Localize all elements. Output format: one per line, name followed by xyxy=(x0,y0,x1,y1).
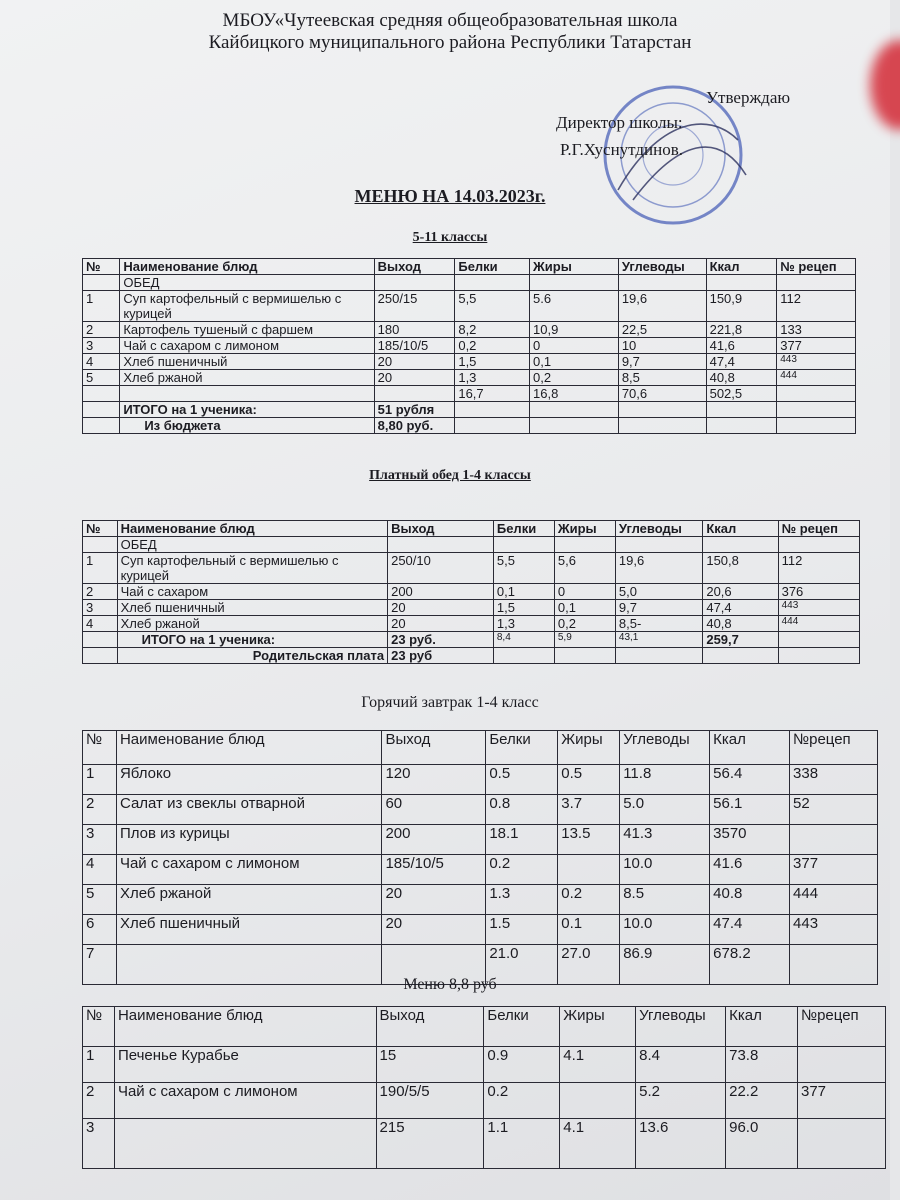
cell xyxy=(558,855,620,885)
cell: Хлеб пшеничный xyxy=(116,915,382,945)
cell: Хлеб ржаной xyxy=(120,370,374,386)
cell: 11.8 xyxy=(620,765,710,795)
cell: Чай с сахаром с лимоном xyxy=(114,1083,376,1119)
col-protein: Белки xyxy=(484,1007,560,1047)
director-name: Р.Г.Хуснутдинов. xyxy=(560,140,683,159)
cell: 0.1 xyxy=(558,915,620,945)
cell: 259,7 xyxy=(703,632,778,648)
cell: 4 xyxy=(83,616,118,632)
cell: 0.2 xyxy=(486,855,558,885)
cell: Картофель тушеный с фаршем xyxy=(120,322,374,338)
cell: 444 xyxy=(777,370,856,386)
col-dish: Наименование блюд xyxy=(114,1007,376,1047)
section-row xyxy=(83,275,856,291)
cell: 185/10/5 xyxy=(382,855,486,885)
cell: 20 xyxy=(374,370,455,386)
table-row xyxy=(83,354,856,370)
parent-fee-value: 23 руб xyxy=(388,648,494,664)
cell: 41,6 xyxy=(706,338,777,354)
cell: 47.4 xyxy=(710,915,790,945)
table-row xyxy=(83,291,856,322)
table-row xyxy=(83,338,856,354)
table-row xyxy=(83,855,878,885)
cell: Суп картофельный с вермишелью с курицей xyxy=(117,553,388,584)
table-header-row xyxy=(83,731,878,765)
col-carbs: Углеводы xyxy=(615,521,702,537)
budget-row xyxy=(83,418,856,434)
cell: 444 xyxy=(790,885,878,915)
cell: 1,3 xyxy=(455,370,530,386)
table-row xyxy=(83,1083,886,1119)
totals-row xyxy=(83,386,856,402)
table3-caption: Горячий завтрак 1-4 класс xyxy=(361,694,539,711)
cell: 20 xyxy=(382,885,486,915)
cell: 0 xyxy=(530,338,619,354)
cell: 18.1 xyxy=(486,825,558,855)
col-dish: Наименование блюд xyxy=(120,259,374,275)
cell: 502,5 xyxy=(706,386,777,402)
cell: 21.0 xyxy=(486,945,558,985)
cell: 19,6 xyxy=(618,291,706,322)
cell: 27.0 xyxy=(558,945,620,985)
cell: 5 xyxy=(83,370,120,386)
cell: 8,4 xyxy=(493,632,554,648)
cell: 8.5 xyxy=(620,885,710,915)
cell: 0,1 xyxy=(530,354,619,370)
cell: 0,2 xyxy=(530,370,619,386)
cell: 215 xyxy=(376,1119,484,1169)
cell: 443 xyxy=(777,354,856,370)
cell: 1,3 xyxy=(493,616,554,632)
cell: 0.5 xyxy=(558,765,620,795)
totals-row xyxy=(83,1119,886,1169)
menu-table-8-8 xyxy=(82,1006,886,1169)
cell: 5,0 xyxy=(615,584,702,600)
cell: 133 xyxy=(777,322,856,338)
col-fat: Жиры xyxy=(560,1007,636,1047)
cell: 2 xyxy=(83,795,117,825)
cell xyxy=(560,1083,636,1119)
cell: 52 xyxy=(790,795,878,825)
cell: 20 xyxy=(374,354,455,370)
cell: 0.9 xyxy=(484,1047,560,1083)
cell: 444 xyxy=(778,616,859,632)
cell: 377 xyxy=(790,855,878,885)
cell: 5,6 xyxy=(554,553,615,584)
menu-table-paid-lunch xyxy=(82,520,860,664)
table4-caption: Меню 8,8 руб xyxy=(403,976,497,993)
col-kcal: Ккал xyxy=(703,521,778,537)
cell: 7 xyxy=(83,945,117,985)
col-dish: Наименование блюд xyxy=(116,731,382,765)
cell: 3 xyxy=(83,825,117,855)
table-header-row xyxy=(83,521,860,537)
cell: 8,5- xyxy=(615,616,702,632)
col-num: № xyxy=(83,259,120,275)
cell: 180 xyxy=(374,322,455,338)
cell: 190/5/5 xyxy=(376,1083,484,1119)
cell: 1.5 xyxy=(486,915,558,945)
col-kcal: Ккал xyxy=(710,731,790,765)
col-recipe: № рецеп xyxy=(777,259,856,275)
cell: Чай с сахаром с лимоном xyxy=(120,338,374,354)
cell: 60 xyxy=(382,795,486,825)
table-row xyxy=(83,616,860,632)
cell: Хлеб пшеничный xyxy=(120,354,374,370)
cell: 376 xyxy=(778,584,859,600)
cell: Хлеб пшеничный xyxy=(117,600,388,616)
cell: 2 xyxy=(83,1083,115,1119)
cell: 9,7 xyxy=(615,600,702,616)
cell: 1 xyxy=(83,291,120,322)
cell: 0.8 xyxy=(486,795,558,825)
cell: 47,4 xyxy=(703,600,778,616)
cell: 43,1 xyxy=(615,632,702,648)
cell: 377 xyxy=(798,1083,886,1119)
cell: 2 xyxy=(83,322,120,338)
cell: 40,8 xyxy=(706,370,777,386)
cell: 22,5 xyxy=(618,322,706,338)
total-label: ИТОГО на 1 ученика: xyxy=(117,632,388,648)
cell: 9,7 xyxy=(618,354,706,370)
table-header-row xyxy=(83,259,856,275)
cell: 1 xyxy=(83,765,117,795)
cell: 3570 xyxy=(710,825,790,855)
cell: 200 xyxy=(382,825,486,855)
cell: 0,1 xyxy=(493,584,554,600)
cell: Суп картофельный с вермишелью с курицей xyxy=(120,291,374,322)
cell: 150,9 xyxy=(706,291,777,322)
table-row xyxy=(83,825,878,855)
cell: 112 xyxy=(778,553,859,584)
menu-table-5-11 xyxy=(82,258,856,434)
cell xyxy=(798,1119,886,1169)
col-carbs: Углеводы xyxy=(636,1007,726,1047)
cell: 250/15 xyxy=(374,291,455,322)
cell xyxy=(798,1047,886,1083)
section-row xyxy=(83,537,860,553)
cell: 338 xyxy=(790,765,878,795)
cell: 0,1 xyxy=(554,600,615,616)
cell: 47,4 xyxy=(706,354,777,370)
director-label: Директор школы: xyxy=(556,113,683,132)
cell: 13.5 xyxy=(558,825,620,855)
col-protein: Белки xyxy=(486,731,558,765)
cell: 185/10/5 xyxy=(374,338,455,354)
cell: 73.8 xyxy=(726,1047,798,1083)
cell: 6 xyxy=(83,915,117,945)
cell: 0,2 xyxy=(554,616,615,632)
cell: 20,6 xyxy=(703,584,778,600)
budget-label: Из бюджета xyxy=(120,418,374,434)
cell: 22.2 xyxy=(726,1083,798,1119)
cell: 86.9 xyxy=(620,945,710,985)
table-row xyxy=(83,915,878,945)
cell: 4.1 xyxy=(560,1119,636,1169)
cell: 5.0 xyxy=(620,795,710,825)
cell: 40,8 xyxy=(703,616,778,632)
cell: Чай с сахаром xyxy=(117,584,388,600)
cell: 56.4 xyxy=(710,765,790,795)
cell: 250/10 xyxy=(388,553,494,584)
total-value: 51 рубля xyxy=(374,402,455,418)
col-recipe: №рецеп xyxy=(798,1007,886,1047)
cell: 2 xyxy=(83,584,118,600)
cell: 4 xyxy=(83,855,117,885)
cell: 41.3 xyxy=(620,825,710,855)
cell: Плов из курицы xyxy=(116,825,382,855)
cell: 8.4 xyxy=(636,1047,726,1083)
table-row xyxy=(83,600,860,616)
cell: 0.5 xyxy=(486,765,558,795)
cell: 13.6 xyxy=(636,1119,726,1169)
cell: 3 xyxy=(83,338,120,354)
cell: 70,6 xyxy=(618,386,706,402)
cell: 19,6 xyxy=(615,553,702,584)
col-num: № xyxy=(83,1007,115,1047)
parent-fee-row xyxy=(83,648,860,664)
col-output: Выход xyxy=(382,731,486,765)
cell: 3.7 xyxy=(558,795,620,825)
cell: 56.1 xyxy=(710,795,790,825)
parent-fee-label: Родительская плата xyxy=(117,648,388,664)
cell: 8,5 xyxy=(618,370,706,386)
cell: 1.3 xyxy=(486,885,558,915)
cell: 443 xyxy=(790,915,878,945)
menu-title: МЕНЮ НА 14.03.2023г. xyxy=(354,186,546,206)
table-row xyxy=(83,795,878,825)
total-label: ИТОГО на 1 ученика: xyxy=(120,402,374,418)
cell: 8,2 xyxy=(455,322,530,338)
cell: 112 xyxy=(777,291,856,322)
table-row xyxy=(83,370,856,386)
cell: 1 xyxy=(83,1047,115,1083)
cell: 0,2 xyxy=(455,338,530,354)
total-value: 23 руб. xyxy=(388,632,494,648)
table-row xyxy=(83,553,860,584)
cell: 5,9 xyxy=(554,632,615,648)
col-dish: Наименование блюд xyxy=(117,521,388,537)
section-label: ОБЕД xyxy=(120,275,374,291)
cell: 150,8 xyxy=(703,553,778,584)
col-kcal: Ккал xyxy=(706,259,777,275)
col-recipe: № рецеп xyxy=(778,521,859,537)
cell: Хлеб ржаной xyxy=(117,616,388,632)
cell: Яблоко xyxy=(116,765,382,795)
cell: 10.0 xyxy=(620,915,710,945)
table-row xyxy=(83,322,856,338)
table1-caption: 5-11 классы xyxy=(412,230,488,245)
cell: Хлеб ржаной xyxy=(116,885,382,915)
cell: 1,5 xyxy=(455,354,530,370)
table-row xyxy=(83,1047,886,1083)
cell: 10 xyxy=(618,338,706,354)
cell: Чай с сахаром с лимоном xyxy=(116,855,382,885)
cell: 120 xyxy=(382,765,486,795)
cell: 5.2 xyxy=(636,1083,726,1119)
table-row xyxy=(83,584,860,600)
approval-label: Утверждаю xyxy=(706,88,791,107)
col-carbs: Углеводы xyxy=(618,259,706,275)
school-name-line1: МБОУ«Чутеевская средняя общеобразовательная школа xyxy=(222,10,678,31)
col-carbs: Углеводы xyxy=(620,731,710,765)
col-output: Выход xyxy=(376,1007,484,1047)
col-num: № xyxy=(83,521,118,537)
section-label: ОБЕД xyxy=(117,537,388,553)
cell: 0.2 xyxy=(558,885,620,915)
cell: 1.1 xyxy=(484,1119,560,1169)
col-num: № xyxy=(83,731,117,765)
table-row xyxy=(83,765,878,795)
cell: 15 xyxy=(376,1047,484,1083)
cell: 377 xyxy=(777,338,856,354)
cell: 678.2 xyxy=(710,945,790,985)
table-header-row xyxy=(83,1007,886,1047)
cell: 41.6 xyxy=(710,855,790,885)
col-fat: Жиры xyxy=(558,731,620,765)
cell: 16,8 xyxy=(530,386,619,402)
cell: 0 xyxy=(554,584,615,600)
cell: 10,9 xyxy=(530,322,619,338)
cell: 1,5 xyxy=(493,600,554,616)
table-row xyxy=(83,885,878,915)
col-protein: Белки xyxy=(493,521,554,537)
cell: 5 xyxy=(83,885,117,915)
col-protein: Белки xyxy=(455,259,530,275)
menu-table-hot-breakfast xyxy=(82,730,878,985)
cell: 20 xyxy=(388,616,494,632)
cell: 16,7 xyxy=(455,386,530,402)
cell: 5,5 xyxy=(455,291,530,322)
col-fat: Жиры xyxy=(530,259,619,275)
cell: 200 xyxy=(388,584,494,600)
cell: 10.0 xyxy=(620,855,710,885)
cell: 96.0 xyxy=(726,1119,798,1169)
budget-value: 8,80 руб. xyxy=(374,418,455,434)
cell xyxy=(790,825,878,855)
cell xyxy=(114,1119,376,1169)
col-output: Выход xyxy=(374,259,455,275)
col-fat: Жиры xyxy=(554,521,615,537)
table2-caption: Платный обед 1-4 классы xyxy=(369,468,531,483)
cell: 3 xyxy=(83,1119,115,1169)
cell: 0.2 xyxy=(484,1083,560,1119)
cell: 443 xyxy=(778,600,859,616)
col-kcal: Ккал xyxy=(726,1007,798,1047)
col-output: Выход xyxy=(388,521,494,537)
cell: 20 xyxy=(382,915,486,945)
cell: 5.6 xyxy=(530,291,619,322)
cell: 3 xyxy=(83,600,118,616)
cell: 20 xyxy=(388,600,494,616)
cell: Печенье Курабье xyxy=(114,1047,376,1083)
cell: 1 xyxy=(83,553,118,584)
cell: 40.8 xyxy=(710,885,790,915)
cell: 221,8 xyxy=(706,322,777,338)
price-row xyxy=(83,402,856,418)
school-name-line2: Кайбицкого муниципального района Республики Татарстан xyxy=(208,32,692,53)
cell: Салат из свеклы отварной xyxy=(116,795,382,825)
cell: 5,5 xyxy=(493,553,554,584)
col-recipe: №рецеп xyxy=(790,731,878,765)
cell: 4 xyxy=(83,354,120,370)
price-row xyxy=(83,632,860,648)
cell: 4.1 xyxy=(560,1047,636,1083)
